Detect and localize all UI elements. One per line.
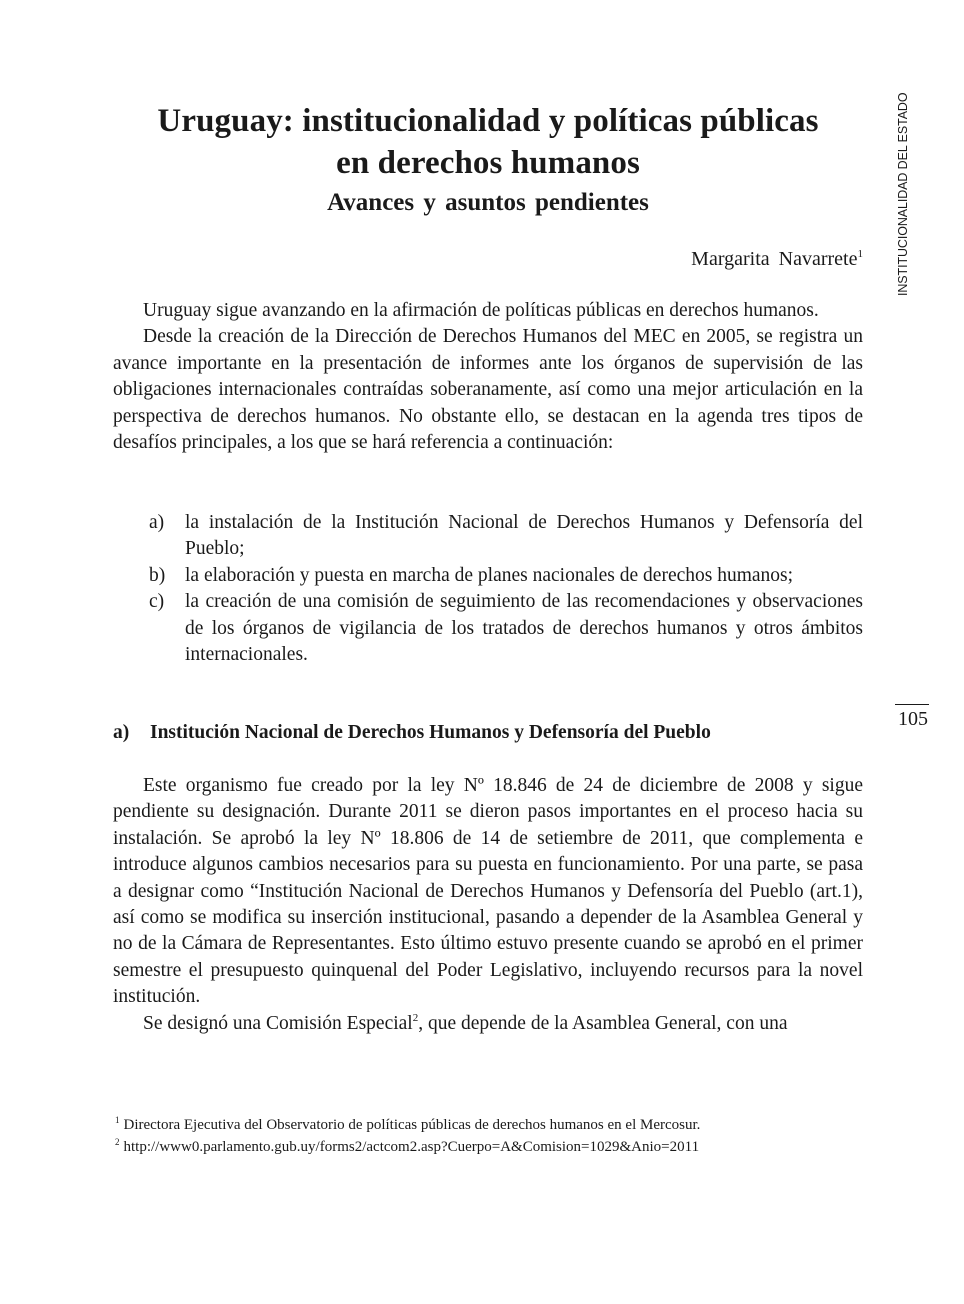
- footnote-url: http://www0.parlamento.gub.uy/forms2/actcom2.asp?Cuerpo=A&Comision=1029&Anio=2011: [123, 1139, 700, 1155]
- chapter-title: [113, 100, 863, 184]
- list-item: [113, 563, 863, 589]
- list-item-marker: a): [149, 512, 165, 533]
- intro-paragraph-1: Uruguay sigue avanzando en la afirmación de políticas públicas en derechos humanos.: [143, 300, 819, 321]
- list-item-marker: c): [149, 591, 165, 613]
- list-item-text: la creación de una comisión de seguimiento de las recomendaciones y observaciones de los órganos de vigilancia de los tratados de derechos humanos y otros ámbitos internacionales.: [185, 591, 863, 666]
- author-footnote-ref: 1: [857, 248, 863, 260]
- section-a-paragraph-2: [113, 1011, 863, 1037]
- author-line: [691, 246, 863, 272]
- chapter-title-block: [113, 100, 863, 220]
- running-side-label: INSTITUCIONALIDAD DEL ESTADO: [896, 92, 910, 296]
- footnote-2: [113, 1136, 863, 1158]
- chapter-title-line-2: en derechos humanos: [336, 145, 640, 181]
- footnotes: [113, 1114, 863, 1158]
- section-a-paragraph-2-start: Se designó una Comisión Especial: [143, 1012, 413, 1034]
- footnote-text: Directora Ejecutiva del Observatorio de políticas públicas de derechos humanos en el Mercosur.: [123, 1117, 701, 1133]
- intro-text: [113, 298, 863, 456]
- chapter-subtitle: Avances y asuntos pendientes: [327, 189, 649, 216]
- page-number: 105: [898, 708, 928, 730]
- section-marker: a): [113, 722, 130, 743]
- section-a-heading: [113, 720, 863, 746]
- intro-paragraph-2: Desde la creación de la Dirección de Derechos Humanos del MEC en 2005, se registra un avance importante en la presentación de informes ante los órganos de supervisión de las obligaciones internacionales contraídas soberanamente, así como una mejor articulación en la perspectiva de derechos humanos. No obstante ello, se destacan en la agenda tres tipos de desafíos principales, a los que se hará referencia a continuación:: [113, 326, 863, 454]
- list-item: [113, 510, 863, 563]
- footnote-number: 2: [115, 1137, 120, 1147]
- section-a-paragraph-1: Este organismo fue creado por la ley Nº 18.846 de 24 de diciembre de 2008 y sigue pendiente su designación. Durante 2011 se dieron pasos importantes en el proceso hacia su instalación. Se aprobó la ley Nº 18.806 de 14 de setiembre de 2011, que complementa e introduce algunos cambios necesarios para su puesta en funcionamiento. Por una parte, se pasa a designar como “Institución Nacional de Derechos Humanos y Defensoría del Pueblo (art.1), así como se modifica su inserción institucional, pasando a depender de la Asamblea General y no de la Cámara de Representantes. Esto último estuvo presente cuando se aprobó en el primer semestre el presupuesto quinquenal del Poder Legislativo, incluyendo recursos para la novel institución.: [113, 775, 863, 1008]
- list-item-marker: b): [149, 564, 166, 586]
- section-a-paragraph-2-end: , que depende de la Asamblea General, con una: [418, 1012, 788, 1034]
- section-a-text: [113, 773, 863, 1037]
- author-name: Margarita Navarrete: [691, 248, 858, 270]
- page-number-rule: [895, 704, 929, 705]
- footnote-1: [113, 1114, 863, 1136]
- list-item: [113, 589, 863, 668]
- list-item-text: la instalación de la Institución Nacional de Derechos Humanos y Defensoría del Pueblo;: [185, 512, 863, 560]
- challenges-list: [113, 510, 863, 668]
- section-heading-text: Institución Nacional de Derechos Humanos y Defensoría del Pueblo: [150, 722, 711, 743]
- footnote-ref-2: 2: [412, 1011, 419, 1024]
- list-item-text: la elaboración y puesta en marcha de planes nacionales de derechos humanos;: [185, 564, 794, 586]
- chapter-title-line-1: Uruguay: institucionalidad y políticas públicas: [157, 103, 819, 139]
- footnote-number: 1: [115, 1115, 120, 1125]
